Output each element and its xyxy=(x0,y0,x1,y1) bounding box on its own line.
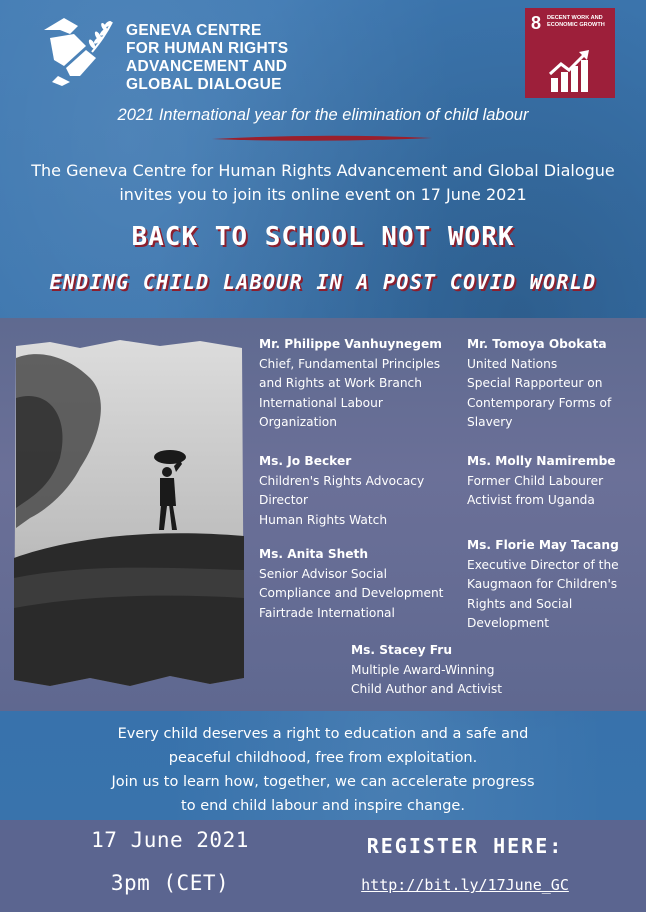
speaker-role: Chief, Fundamental Principles and Rights at Work Branch International Labour Organization xyxy=(259,356,441,430)
speaker-stacey-fru xyxy=(351,641,502,700)
hands-dove-logo-icon xyxy=(40,16,118,88)
speaker-name: Ms. Jo Becker xyxy=(259,454,352,468)
speaker-molly-namirembe xyxy=(467,452,616,511)
speaker-name: Ms. Florie May Tacang xyxy=(467,538,619,552)
event-time: 3pm (CET) xyxy=(110,871,230,895)
speaker-anita-sheth xyxy=(259,545,443,623)
speaker-philippe-vanhuynegem xyxy=(259,335,442,433)
event-date: 17 June 2021 xyxy=(91,828,249,852)
international-year-line: 2021 International year for the elimination of child labour xyxy=(117,106,529,124)
org-name: GENEVA CENTRE FOR HUMAN RIGHTS ADVANCEMENT AND GLOBAL DIALOGUE xyxy=(126,22,289,93)
register-label: REGISTER HERE: xyxy=(366,834,564,858)
invitation-text: The Geneva Centre for Human Rights Advancement and Global Dialogue invites you to join its online event on 17 June 2021 xyxy=(31,161,615,204)
event-subtitle: ENDING CHILD LABOUR IN A POST COVID WORLD xyxy=(49,270,597,294)
child-silhouette-photo xyxy=(10,338,246,688)
speaker-tomoya-obokata xyxy=(467,335,611,433)
speaker-name: Ms. Molly Namirembe xyxy=(467,454,616,468)
speaker-name: Ms. Stacey Fru xyxy=(351,643,452,657)
brush-divider xyxy=(210,134,434,144)
speaker-role: Children's Rights Advocacy Director Human Rights Watch xyxy=(259,473,425,527)
speaker-role: Former Child Labourer Activist from Uganda xyxy=(467,473,604,508)
speaker-jo-becker xyxy=(259,452,424,530)
registration-link[interactable]: http://bit.ly/17June_GC xyxy=(361,876,569,894)
speaker-role: Executive Director of the Kaugmaon for Children's Rights and Social Development xyxy=(467,557,619,631)
speaker-name: Mr. Philippe Vanhuynegem xyxy=(259,337,442,351)
speaker-role: Multiple Award-Winning Child Author and Activist xyxy=(351,662,503,697)
speaker-florie-may-tacang xyxy=(467,536,619,634)
speaker-name: Ms. Anita Sheth xyxy=(259,547,369,561)
speaker-name: Mr. Tomoya Obokata xyxy=(467,337,607,351)
sdg-label: DECENT WORK AND ECONOMIC GROWTH xyxy=(547,15,605,28)
sdg-number: 8 xyxy=(531,13,542,33)
sdg-8-badge xyxy=(525,8,615,98)
growth-chart-icon xyxy=(547,48,593,94)
event-title: BACK TO SCHOOL NOT WORK xyxy=(131,222,515,252)
speaker-role: United Nations Special Rapporteur on Contemporary Forms of Slavery xyxy=(467,356,612,430)
mission-statement: Every child deserves a right to education and a safe and peaceful childhood, free from exploitation. Join us to learn how, together, we can accelerate progress to end child labour and inspire change. xyxy=(111,726,535,814)
speaker-role: Senior Advisor Social Compliance and Development Fairtrade International xyxy=(259,566,444,620)
